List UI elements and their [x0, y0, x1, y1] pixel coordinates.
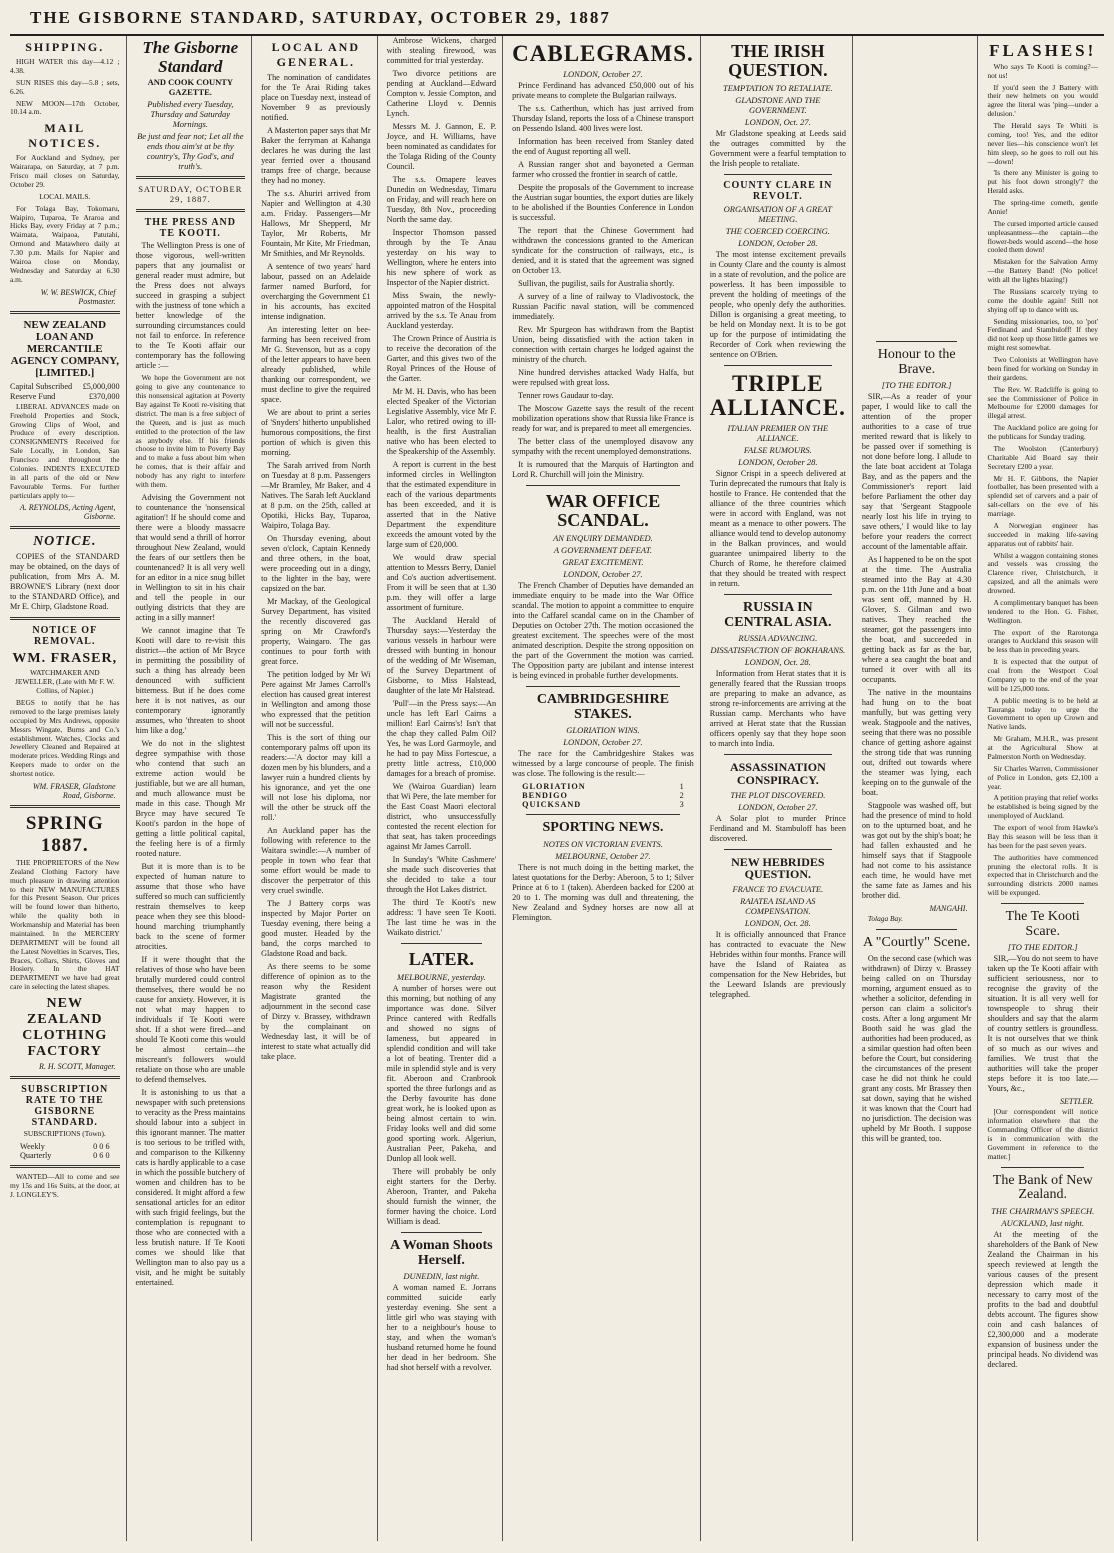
honour-place: Tolaga Bay. — [867, 914, 903, 924]
sporting-subhead: NOTES ON VICTORIAN EVENTS. — [543, 838, 663, 849]
flash-item: The cursed imported article caused unpleasantness—the captain—the flower-beds would ascend—the hose cooled them down! — [987, 218, 1098, 255]
war-office-subhead: GREAT EXCITEMENT. — [562, 556, 644, 567]
divider — [724, 754, 832, 755]
divider — [526, 485, 680, 486]
masthead-title: THE GISBORNE STANDARD, SATURDAY, OCTOBER 29, 1887 — [30, 8, 611, 27]
race-result-row — [512, 800, 694, 809]
divider — [1001, 903, 1084, 904]
irish-subhead: GLADSTONE AND THE GOVERNMENT. — [735, 94, 821, 115]
nzlm-heading: NEW ZEALAND LOAN AND MERCANTILE AGENCY COMPANY, [LIMITED.] — [10, 318, 119, 379]
russia-heading: RUSSIA IN CENTRAL ASIA. — [724, 600, 832, 630]
sporting-heading: SPORTING NEWS. — [542, 820, 664, 836]
russia-subhead: DISSATISFACTION OF BOKHARANS. — [710, 645, 846, 656]
editorial-heading: THE PRESS AND TE KOOTI. — [144, 217, 236, 240]
flash-item: Two Colonists at Wellington have been fined for working on Sunday in their gardens. — [987, 355, 1098, 382]
news-item: Inspector Thomson passed through by the Te Anau yesterday on his way to Wellington, where he enters into his new sphere of work as Inspector of the Napier district. — [386, 228, 497, 287]
nzlm-row-value: £370,000 — [88, 392, 120, 402]
flash-item: The authorities have commenced pruning the electoral rolls. It is expected that in Christchurch and the surrounding districts 2000 names will be expunged. — [987, 852, 1098, 898]
news-item: Ambrose Wickens, charged with stealing firewood, was committed for trial yesterday. — [386, 36, 497, 65]
flash-item: Whilst a waggon containing stones and vessels was crossing the Clarence river, Christchurch, it capsized, and all the animals were drowned. — [987, 550, 1098, 596]
irish-subhead: TEMPTATION TO RETALIATE. — [723, 82, 833, 93]
divider — [724, 365, 832, 366]
spring-heading: SPRING 1887. — [25, 812, 104, 856]
divider — [10, 526, 120, 529]
masthead — [10, 8, 1104, 36]
honour-signature: MANGAHI. — [929, 904, 968, 914]
flash-item: 'Is there any Minister is going to put his foot down strongly'? the Herald asks. — [987, 168, 1098, 196]
honour-subhead: [TO THE EDITOR.] — [881, 380, 952, 391]
editorial-paragraph: We do not in the slightest degree sympathise with those who contend that such an extreme action would be justifiable, but we are all human, and much allowance must be made in this case. Though Mr Bryce may have secured Te Kooti's pardon in the hope of getting a little political capital, the feeling here is of a firmly rooted nature. — [135, 738, 246, 858]
war-office-dateline: LONDON, October 27. — [563, 568, 643, 579]
cable-item: Despite the proposals of the Government to increase the Austrian sugar bounties, the export duties are likely to be abolished if the Bounties Conference in London is successful. — [512, 183, 694, 223]
hebrides-dateline: LONDON, Oct. 28. — [744, 917, 811, 928]
news-item: We are about to print a series of 'Snyders' hitherto unpublished humorous compositions, the first portion of which is given this morning. — [261, 408, 371, 457]
fraser-trade: WATCHMAKER AND JEWELLER, (Late with Mr F. W. Collins, of Napier.) — [14, 668, 115, 696]
triple-dateline: LONDON, October 28. — [738, 457, 818, 468]
subscription-subheading: SUBSCRIPTIONS (Town). — [23, 1129, 106, 1139]
flash-item: Who says Te Kooti is coming?—not us! — [987, 61, 1098, 80]
news-item: The Crown Prince of Austria is to receive the decoration of the Garter, and this gives two of the Royal Princes of the House of the Garter. — [386, 334, 497, 383]
cable-item: Prince Ferdinand has advanced £50,000 out of his private means to complete the Bulgarian railways. — [512, 81, 694, 101]
divider — [401, 943, 483, 944]
flash-item: The spring-time cometh, gentle Annie! — [987, 198, 1098, 216]
nzlm-row-label: Reserve Fund — [10, 392, 56, 402]
woman-shoots-heading: A Woman Shoots Herself. — [390, 1237, 493, 1268]
russia-text: Information from Herat states that it is generally feared that the Russian troops are preparing to make an advance, as strong re-inforcements are arriving at the Russian camp. Merchants who have arrived at Herat state that the Russian officers openly say that they hope soon to march into India. — [709, 669, 846, 749]
cable-item: The Moscow Gazette says the result of the recent mobilization operations show that Russia like France is ready for war, and is prepared to meet all emergencies. — [512, 404, 694, 434]
editorial-paragraph: It is astonishing to us that a newspaper with such pretensions to veracity as the Press maintains should labour into a subject in this ignorant manner. The matter is too serious to be trifled with, and comparison to the Kilkenny cats is hardly applicable to a case in which the possible butchery of women and children has to be considered. It might afford a few sensational articles for an editor with such frigid feelings, but the contemplation is repugnant to those who are connected with a less brutish nature. If Te Kooti comes we should like that Wellington man to also pay us a visit, and he might be suitably entertained. — [135, 1087, 246, 1287]
cable-item: A Russian ranger shot and bayoneted a German farmer who crossed the frontier in search of cattle. — [512, 160, 694, 180]
paper-subtitle: AND COOK COUNTY GAZETTE. — [147, 77, 234, 98]
fraser-text: BEGS to notify that he has removed to the large premises lately occupied by Mrs Andrews, opposite Messrs Wingate, Burns and Co.'s establishment. Watches, Clocks and Jewellery Cleaned and Repaired at moderate prices. Wedding Rings and Keepers made to order on the shortest notice. — [10, 698, 120, 779]
horse-name: BENDIGO — [522, 791, 568, 801]
news-item: An Auckland paper has the following with reference to the Waitara swindle:—A number of people in town who fear that some effort would be made to discover the perpetrator of this very cruel swindle. — [261, 826, 371, 895]
news-item: The nomination of candidates for the Te Arai Riding takes place on Tuesday next, instead of November 9 as previously notified. — [261, 73, 371, 122]
news-item: The s.s. Ahuriri arrived from Napier and Wellington at 4.30 a.m. Friday. Passengers—Mr Hallows, Mr Shepperd, Mr Taylor, Mr Roberts, Mr Fountain, Mr Kite, Mr Friedman, Mr Smithies, and Mr Reynolds. — [261, 189, 371, 258]
cable-item: The better class of the unemployed disavow any sympathy with the recent unemployed demonstrations. — [512, 437, 694, 457]
divider — [1001, 1167, 1084, 1168]
paper-info: Published every Tuesday, Thursday and Saturday Mornings. — [147, 99, 234, 130]
news-item: Miss Swain, the newly-appointed matron of the Hospital arrived by the s.s. Te Anau from Auckland yesterday. — [386, 291, 497, 330]
placing: 1 — [679, 782, 684, 792]
editorial-paragraph: If it were thought that the relatives of those who have been brutally murdered could control themselves, there would be no cause for anxiety. However, it is not what may happen to individuals if Te Kooti were shot. If a shot were fired—and should Te Kooti come this would be almost certain—the miscreant's followers would retaliate on those who are unable to defend themselves. — [135, 954, 246, 1084]
russia-dateline: LONDON, Oct. 28. — [744, 657, 811, 668]
cablegrams-dateline: LONDON, October 27. — [563, 69, 643, 80]
fraser-name: WM. FRASER, — [12, 651, 118, 667]
tide-line: HIGH WATER this day—4.12 ; 4.38. — [10, 57, 120, 75]
paper-title: The Gisborne Standard — [142, 38, 239, 76]
divider — [10, 311, 120, 314]
flash-item: It is expected that the output of coal from the Westport Coal Company up to the end of the year will be 125,000 tons. — [987, 657, 1098, 693]
race-result-row — [512, 791, 694, 800]
bank-text: At the meeting of the shareholders of the Bank of New Zealand the Chairman in his speech reviewed at length the various causes of the present depression which made it necessary to carry most of the profits to the bad and doubtful debts account. The figures show coin and cash balances of £2,300,000 and a moderate expansion of business under the principal heads. No dividend was declared. — [987, 1230, 1098, 1370]
flash-item: The Russians scarcely trying to come the double again! Still not shying off up to dance with us. — [987, 286, 1098, 314]
race-result-row — [512, 782, 694, 791]
notice-heading: NOTICE. — [33, 534, 97, 550]
war-office-subhead: AN ENQUIRY DEMANDED. — [553, 532, 653, 543]
divider — [10, 1076, 120, 1079]
subscription-value: 0 6 0 — [93, 1150, 110, 1160]
cable-item: Tenner rows Gaudaur to-day. — [518, 391, 614, 401]
flash-item: A complimentary banquet has been tendered to the Hon. G. Fisher, Wellington. — [987, 597, 1098, 625]
clare-text: The most intense excitement prevails in County Clare and the county is almost in a state of revolution, and the police are powerless. It has been impossible to prevent the holding of meetings of the people, who openly defy the authorities. Dillon is organising a great meeting, to be held on Monday next. It is to be got up for the purpose of intimidating the Recorder of Cork when reviewing the sentence on O'Brien. — [709, 249, 846, 359]
hebrides-subhead: FRANCE TO EVACUATE. — [732, 883, 824, 894]
editorial-paragraph: We hope the Government are not going to give any countenance to this nonsensical agitation at Poverty Bay against Te Kooti re-visiting that district. The man is a free subject of the Queen, and is just as much entitled to the protection of the law as anybody else. If his friends choose to invite him to Poverty Bay and to make a fuss about him when he comes, that is their affair and nobody has any right to interfere with them. — [135, 373, 246, 489]
notice-text: COPIES of the STANDARD may be obtained, on the days of publication, from Mrs A. M. BROWNE'S Library (next door to the STANDARD Office), and Mr E. Chirp, Gladstone Road. — [10, 552, 120, 612]
te-kooti-scare-subhead: [TO THE EDITOR.] — [1007, 942, 1078, 953]
bank-subhead: THE CHAIRMAN'S SPEECH. — [991, 1206, 1095, 1217]
later-text: A number of horses were out this morning, but nothing of any importance was done. Silver Prince cantered with Redfalls and showed no signs of lameness, but appeared in splendid condition and will take a lot of beating. Trenter did a mile in splendid style and is very fit. Aberoon and Cranbrook sported the three furlongs and as the Derby favourite has done great work, he is looked upon as being almost certain to win. Friday looks well and did some good sporting work. Algeriun, Australian Peer, Pakeha, and Dunlop all look well. — [386, 983, 497, 1163]
triple-alliance-heading: TRIPLE ALLIANCE. — [709, 370, 846, 420]
horse-name: QUICKSAND — [522, 800, 582, 810]
news-item: The s.s. Omapere leaves Dunedin on Wednesday, Timaru on Friday, and will reach here on Tuesday, 8th Nov., proceeding North the same day. — [386, 175, 497, 224]
mail-list: For Tolaga Bay, Tokomaru, Waipiro, Tuparoa, Te Araroa and Hicks Bay, every Friday at 7 p.m.; Waimata, Waipaoa, Patutahi, Ormond and Matawhero daily at 7.30 p.m. Mails for Napier and Wairoa close on Monday, Wednesday and Saturday at 6.30 a.m. — [10, 203, 120, 284]
news-item: A sentence of two years' hard labour, passed on an Adelaide farmer named Burford, for overcharging the Government £1 in his accounts, has excited intense indignation. — [261, 262, 371, 321]
flashes-heading: FLASHES! — [989, 41, 1097, 60]
woman-shoots-dateline: DUNEDIN, last night. — [403, 1271, 480, 1282]
news-item: Mr M. H. Davis, who has been elected Speaker of the Victorian Legislative Assembly, vice Mr F. Lalor, who retired owing to ill-health, is the first Australian native who has been elected to the Speakership of the Assembly. — [386, 387, 497, 456]
cambridgeshire-subhead: GLORIATION WINS. — [566, 725, 640, 736]
news-item: The J Battery corps was inspected by Major Porter on Tuesday evening, there being a good muster. Headed by the band, the corps marched to Gladstone Road and back. — [261, 899, 371, 958]
news-item: Two divorce petitions are pending at Auckland—Edward Compton v. Jessie Compton, and Catherine Lloyd v. Dennis Lynch. — [386, 69, 497, 118]
subscription-label: Weekly — [20, 1141, 45, 1151]
flash-item: Mr H. F. Gibbons, the Napier footballer, has been presented with a splendid set of carvers and a pair of salt-cellars on the eve of his marriage. — [987, 473, 1098, 519]
mail-heading: MAIL NOTICES. — [28, 121, 102, 151]
divider — [10, 805, 120, 808]
cable-item: Sullivan, the pugilist, sails for Australia shortly. — [518, 279, 675, 289]
flash-item: The Woolston (Canterbury) Charitable Aid Board say their Secretary £200 a year. — [987, 443, 1098, 471]
cambridgeshire-dateline: LONDON, October 27. — [563, 737, 643, 748]
nzlm-row-label: Capital Subscribed — [10, 381, 73, 391]
honour-paragraph: SIR,—As a reader of your paper, I would like to call the attention of the proper authorities to a case of true merited reward that is likely to be passed over if something is not done before long. I allude to the late boat accident at Tolaga Bay, and as the papers and the Commissioner's report laid before Parliament the other day say that 'Sergeant Stagpoole nearly lost his life in trying to save others,' I would like to lay before your readers the correct account of the lamentable affair. — [861, 392, 972, 552]
russia-subhead: RUSSIA ADVANCING. — [738, 633, 818, 644]
assassination-subhead: THE PLOT DISCOVERED. — [730, 789, 826, 800]
mail-text: For Auckland and Sydney, per Wairarapa, on Saturday, at 7 p.m. Frisco mail closes on Saturday, October 29. — [10, 153, 120, 189]
te-kooti-scare-note: [Our correspondent will notice information elsewhere that the Commanding Officer of the district is in communication with the Government in reference to the matter.] — [987, 1107, 1098, 1161]
flash-item: Mistaken for the Salvation Army—the Battery Band! (No police! with all the lights blazing!) — [987, 257, 1098, 285]
cable-item: Rev. Mr Spurgeon has withdrawn from the Baptist Union, being dissatisfied with the action taken in connection with certain charges he lodged against the ministry of the church. — [512, 325, 694, 365]
divider — [136, 209, 246, 212]
subscription-row — [10, 1151, 120, 1160]
cable-item: Information has been received from Stanley dated the end of August reporting all well. — [512, 137, 694, 157]
local-general-heading: LOCAL AND GENERAL. — [271, 40, 361, 69]
removal-heading: NOTICE OF REMOVAL. — [32, 625, 98, 648]
placing: 3 — [679, 800, 684, 810]
bank-heading: The Bank of New Zealand. — [992, 1172, 1093, 1203]
news-item: A report is current in the best informed circles in Wellington that the estimated expenditure in each of the various departments has been exceeded, and it is asserted that in the Native Department the expenditure exceeds the amount voted by the large sum of £20,000. — [386, 460, 497, 549]
editorial-paragraph: Advising the Government not to countenance the 'nonsensical agitation'! If he should come and there were a bloody massacre that would send a thrill of horror throughout New Zealand, would the fears of our settlers then be countenanced? It is all very well for an editor in a nice snug billet in Wellington to sit in his chair and tell the people in our outlying districts that they are acting in a silly manner! — [135, 492, 246, 622]
triple-subhead: FALSE RUMOURS. — [743, 445, 812, 456]
column-1 — [10, 36, 127, 1541]
news-item: The Sarah arrived from North on Tuesday at 8 p.m. Passengers—Mr Bramley, Mr Baker, and 4 Natives. The Sarah left Auckland at 8 p.m. on the 25th, called at Opotiki, Hicks Bay, Tuparoa, Waipiro, Tolaga Bay. — [261, 461, 371, 530]
news-item: Mr Mackay, of the Geological Survey Department, has visited the recently discovered gas spring on Mr Crawford's property, Waingaro. The gas continues to pour forth with great force. — [261, 597, 371, 666]
te-kooti-scare-text: SIR,—You do not seem to have taken up the Te Kooti affair with sufficient seriousness, nor to recognise the gravity of the situation. It is all very well for townspeople to shrug their shoulders and say that the alarm of country settlers is groundless. It is not ourselves that we think of so much as our wives and families. We trust that the authorities will take the proper steps before it is too late.—Yours, &c., — [987, 954, 1098, 1094]
news-item: We would draw special attention to Messrs Berry, Daniel and Co's auction advertisement. From it will be seen that at 1.30 p.m. they will offer a large assortment of furniture. — [386, 553, 497, 612]
nzlm-text: LIBERAL ADVANCES made on Freehold Properties and Stock, Growing Clips of Wool, and Produce of every description. CONSIGNMENTS Received for Sale Locally, in London, San Francisco and throughout the Colonies. INDENTS EXECUTED in all parts of the old or New Favourable Terms. For further particulars apply to— — [10, 401, 120, 500]
war-office-subhead: A GOVERNMENT DEFEAT. — [553, 544, 653, 555]
divider — [724, 849, 832, 850]
spring-text: THE PROPRIETORS of the New Zealand Clothing Factory have much pleasure in drawing attention to their NEW MANUFACTURES for this Present Season. Our prices will be found lower than hitherto, while the quality both in Workmanship and Material has been maintained. In the MERCERY DEPARTMENT will be found all the Latest Novelties in Scarves, Ties, Braces, Collars, Shirts, Gloves and Hosiery. In the HAT DEPARTMENT we have had great care in selecting the latest shapes. — [10, 857, 120, 992]
war-office-heading: WAR OFFICE SCANDAL. — [545, 491, 661, 531]
cable-item: It is rumoured that the Marquis of Hartington and Lord R. Churchill will join the Ministry. — [512, 460, 694, 480]
editorial-paragraph: The Wellington Press is one of those vigorous, well-written papers that any journalist or general reader must admire, but the Press does not always succeed in grasping a subject with the justness of tone which a better knowledge of the surrounding circumstances could not fail to enforce. In reference to the Te Kooti affair our contemporary has the following article :— — [135, 241, 246, 371]
honour-heading: Honour to the Brave. — [877, 347, 956, 377]
news-item: A Masterton paper says that Mr Baker the ferryman at Kahanga declares he was during the last year ferried over a thousand tramps free of charge, because they had no money. — [261, 126, 371, 185]
flash-item: The Auckland police are going for the publicans for Sunday trading. — [987, 423, 1098, 442]
flash-item: The export of the Rarotonga oranges to Auckland this season will be less than in preceding years. — [987, 627, 1098, 655]
new-hebrides-heading: NEW HEBRIDES QUESTION. — [731, 854, 825, 882]
flash-item: A Norwegian engineer has succeeded in making life-saving apparatus out of rabbits' hair. — [987, 520, 1098, 548]
news-item: We (Wairoa Guardian) learn that Wi Pere, the late member for the East Coast Maori electoral district, who unsuccessfully contested the recent election for that seat, has taken proceedings against Mr James Carroll. — [386, 782, 497, 851]
issue-date: SATURDAY, OCTOBER 29, 1887. — [138, 184, 243, 205]
divider — [876, 341, 958, 342]
column-8 — [987, 36, 1104, 1541]
nzcf-heading: NEW ZEALAND CLOTHING FACTORY — [22, 996, 108, 1060]
bank-dateline: AUCKLAND, last night. — [1001, 1218, 1085, 1229]
news-item: An interesting letter on bee-farming has been received from Mr G. Stevenson, but as a copy of the letter appears to have been already published, while thanking our correspondent, we must decline to give the required space. — [261, 325, 371, 404]
column-4 — [387, 36, 504, 1541]
cable-item: The s.s. Catherthun, which has just arrived from Thursday Island, reports the loss of a Chinese transport on Pessendo Island. 400 lives were lost. — [512, 104, 694, 134]
woman-shoots-text: A woman named E. Jorrans committed suicide early yesterday evening. She sent a little girl who was staying with her to a neighbour's house to stay, and when the woman's husband returned home he found her dead in her bedroom. She had shot herself with a revolver. — [386, 1283, 497, 1373]
flash-item: Sending missionaries, too, to 'pot' Ferdinand and Stambuloff! If they did not keep up those little games we might rest somewhat. — [987, 316, 1098, 353]
sporting-dateline: MELBOURNE, October 27. — [555, 850, 651, 861]
mail-signature: W. W. BESWICK, Chief Postmaster. — [40, 287, 116, 306]
nzlm-row-value: £5,000,000 — [82, 381, 120, 391]
tide-line: NEW MOON—17th October, 10.14 a.m. — [10, 98, 120, 117]
courtly-scene-heading: A "Courtly" Scene. — [862, 935, 971, 951]
divider — [724, 594, 832, 595]
later-text: There will probably be only eight starters for the Derby. Aberoon, Tranter, and Pakeha should furnish the winner, the former having the choice. Lord William is dead. — [386, 1166, 497, 1226]
columns — [10, 36, 1104, 1541]
irish-text: Mr Gladstone speaking at Leeds said the outrages committed by the Government were a fearful temptation to the Irish people to retaliate. — [709, 128, 846, 168]
tide-line: SUN RISES this day—5.8 ; sets, 6.26. — [10, 77, 120, 96]
fraser-signature: WM. FRASER, Gladstone Road, Gisborne. — [32, 781, 116, 800]
shipping-heading: SHIPPING. — [25, 40, 105, 54]
courtly-scene-text: On the second case (which was withdrawn) of Dirzy v. Brassey being called on on Thursday morning, argument ensued as to whether a solicitor, defending in person can claim a solicitor's costs. After a long argument Mr Booth said he was glad the authorities had been produced, as a similar question had often been before the Court, but considering the circumstances of the present case he did not think he could grant any costs. Mr Brassey then sat down, saying that he wished it was known that the Court had no jurisdiction. The decision was upheld by Mr Booth. I suppose this will be granted, too. — [861, 953, 972, 1143]
flash-item: A public meeting is to be held at Tauranga today to urge the Government to open up Crown and Native lands. — [987, 695, 1098, 732]
flash-item: The Rev. W. Radcliffe is going to see the Commissioner of Police in Melbourne for £2000 damages for illegal arrest. — [987, 384, 1098, 421]
triple-text: Signor Crispi in a speech delivered at Turin deprecated the rumours that Italy is hostile to France. He contended that the alliance of the three countries which were in accord with England, was not meant as a menace to other powers. The alliance would tend to develop autonomy in the Balkan provinces, and would guarantee unimpaired liberty to the Church of Rome, he therefore claimed that they should be treated with respect in return. — [709, 469, 846, 589]
cable-item: The report that the Chinese Government had withdrawn the concessions granted to the American syndicate for the construction of railways, etc., is denied, and it is stated that the agreement was signed on October 13. — [512, 226, 694, 276]
later-heading: LATER. — [408, 949, 474, 969]
divider — [136, 176, 246, 179]
flash-item: Mr Graham, M.H.R., was present at the Agricultural Show at Palmerston North on Wednesday. — [987, 734, 1098, 761]
nzlm-signature: A. REYNOLDS, Acting Agent, Gisborne. — [19, 503, 116, 522]
irish-question-heading: THE IRISH QUESTION. — [728, 41, 828, 80]
cable-item: Nine hundred dervishes attacked Wady Halfa, but were repulsed with great loss. — [512, 368, 694, 388]
assassination-dateline: LONDON, October 27. — [738, 801, 818, 812]
clare-heading: COUNTY CLARE IN REVOLT. — [723, 179, 833, 202]
column-5 — [512, 36, 701, 1541]
divider — [401, 1232, 483, 1233]
hebrides-subhead: RAIATEA ISLAND AS COMPENSATION. — [740, 895, 816, 916]
divider — [724, 174, 832, 175]
hebrides-text: It is officially announced that France has contracted to evacuate the New Hebrides within four months. France will have the Island of Raiatea as compensation for the New Hebrides, but the Leeward Islands are previously telegraphed. — [709, 929, 846, 999]
assassination-heading: ASSASSINATION CONSPIRACY. — [729, 760, 826, 788]
news-item: The third Te Kooti's new address: 'I have seen Te Kooti. The last time he was in the Waikato district.' — [386, 898, 497, 937]
subscription-label: Quarterly — [20, 1150, 52, 1160]
wanted-ad: WANTED—All to come and see my 15s and 16s Suits, at the door, at J. LONGLEY'S. — [10, 1171, 120, 1199]
divider — [876, 929, 958, 930]
divider — [10, 1165, 120, 1168]
news-item: The Auckland Herald of Thursday says:—Yesterday the various vessels in harbour were dressed with bunting in honour of the wedding of Mr Wiseman, of the Survey Department of Gisborne, to Miss Halstead, daughter of the late Mr Halstead. — [386, 616, 497, 695]
irish-dateline: LONDON, Oct. 27. — [744, 116, 811, 127]
nzlm-row — [10, 382, 120, 393]
divider — [526, 814, 680, 815]
column-7 — [862, 36, 979, 1541]
paper-motto: Be just and fear not; Let all the ends thou aim'st at be thy country's, Thy God's, and truth's. — [137, 131, 244, 172]
news-item: As there seems to be some difference of opinion as to the reason why the Resident Magistrate granted the adjournment in the second case of Dirzy v. Brassey, withdrawn by the complainant on Wednesday last, it will be of interest to state what actually did take place. — [261, 962, 371, 1061]
editorial-paragraph: But it is more than is to be expected of human nature to assume that those who have suffered so much can sufficiently restrain themselves to keep peace when they see this blood-hound marching triumphantly back to the scene of former atrocities. — [135, 861, 246, 951]
nzcf-signature: R. H. SCOTT, Manager. — [39, 1062, 116, 1072]
honour-paragraph: As I happened to be on the spot at the time. The Australia steamed into the Bay at 4.30 p.m. on the 11th June and a boat was sent off, manned by H. Glover, S. Gilman and two natives. They reached the steamer, got the passengers into the boat, and succeeded in getting back as far as the bar, where a sea caught the boat and turned it over with all its occupants. — [861, 555, 972, 685]
te-kooti-scare-signature: SETTLER. — [1059, 1097, 1094, 1107]
column-6 — [710, 36, 853, 1541]
column-3 — [261, 36, 378, 1541]
assassination-text: A Solar plot to murder Prince Ferdinand and M. Stambuloff has been discovered. — [709, 813, 846, 843]
subscription-heading: SUBSCRIPTION RATE TO THE GISBORNE STANDARD. — [21, 1084, 109, 1129]
news-item: Messrs M. J. Gannon, E. P. Joyce, and H. Williams, have been nominated as candidates for the Tolaga Riding of the County Council. — [386, 122, 497, 171]
honour-paragraph: The native in the mountains had hung on to the boat manfully, but was getting very weak. Stagpoole and the natives, seeing that there was no possible chance of getting ashore against the strong tide that was running out, drifted out towards where the steamer was lying, each keeping on to the gunwale of the boat. — [861, 688, 972, 798]
divider — [526, 686, 680, 687]
editorial-paragraph: We cannot imagine that Te Kooti will dare to re-visit this district—the action of Mr Bryce in permitting the possibility of such a thing has already been denounced with sufficient bitterness. But if he does come here it is not natives, as our contemporary ignorantly assumes, who 'threaten to shoot him like a dog.' — [135, 625, 246, 735]
flash-item: If you'd seen the J Battery with their new helmets on you would agree the literal was 'ping—under a delusion.' — [987, 82, 1098, 119]
clare-subhead: THE COERCED COERCING. — [725, 225, 830, 236]
clare-subhead: ORGANISATION OF A GREAT MEETING. — [723, 203, 833, 224]
flash-item: Sir Charles Warren, Commissioner of Police in London, gets £2,100 a year. — [987, 763, 1098, 791]
horse-name: GLORIATION — [522, 782, 586, 792]
triple-subhead: ITALIAN PREMIER ON THE ALLIANCE. — [727, 423, 829, 444]
news-item: In Sunday's 'White Cashmere' she made such discoveries that she decided to take a tour through the Hot Lakes district. — [386, 855, 497, 894]
subscription-value: 0 0 6 — [93, 1141, 110, 1151]
clare-dateline: LONDON, October 28. — [738, 237, 818, 248]
cambridgeshire-heading: CAMBRIDGESHIRE STAKES. — [536, 691, 670, 722]
war-office-text: The French Chamber of Deputies have demanded an immediate enquiry to be made into the War Office scandal. The motion to appoint a committee to enquire into the Caffarel scandal came on in the Chamber of Deputies on October 27th. The motion occasioned the greatest excitement. The speeches were of the most animated description. Despite the strong opposition on the part of the Government the motion was carried. The Opposition party are jubilant and intense interest is being evinced in probable further developments. — [512, 580, 694, 680]
later-dateline: MELBOURNE, yesterday. — [397, 971, 486, 982]
news-item: This is the sort of thing our contemporary palms off upon its readers:—'A doctor may kill a dozen men by his blunders, and a lawyer ruin a hundred clients by his ignorance, and yet the one will not lose his diploma, nor will the other be struck off the roll.' — [261, 733, 371, 822]
cablegrams-heading: CABLEGRAMS. — [512, 41, 694, 66]
subscription-row — [10, 1142, 120, 1151]
news-item: 'Pull'—in the Press says:—An uncle has left Earl Cairns a million! Earl Cairns's! Isn't that the chap they called Palm Oil? Yes, he was Lord Garmoyle, and he had to pay Miss Fortescue, a pretty little actress, £10,000 damages for a breach of promise. — [386, 699, 497, 778]
column-2 — [136, 36, 253, 1541]
sporting-text: There is not much doing in the betting market, the latest quotations for the Derby: Aberoon, 5 to 1; Silver Prince at 6 to 1 (taken). Aberdeen backed for £200 at 20 to 1. The morning was dull and threatening, the New Zealand and Sydney horses are now all at Flemington. — [512, 862, 694, 922]
cambridgeshire-text: The race for the Cambridgeshire Stakes was witnessed by a large concourse of people. The finish was close. The following is the result:— — [512, 749, 694, 779]
flash-item: The Herald says Te Whiti is coming, too! Yes, and the editor never lies—his conscience won't let him sleep, so he goes to roll out his—down! — [987, 121, 1098, 166]
cable-item: A survey of a line of railway to Vladivostock, the Russian Pacific naval station, will be commenced immediately. — [512, 292, 694, 322]
news-item: On Thursday evening, about seven o'clock, Captain Kennedy and three others, in the boat, were proceeding out in a dingy, to the lighter in the bay, were capsized on the bar. — [261, 534, 371, 593]
te-kooti-scare-heading: The Te Kooti Scare. — [1005, 909, 1080, 939]
placing: 2 — [679, 791, 684, 801]
mail-subheading: LOCAL MAILS. — [39, 191, 91, 201]
flash-item: The export of wool from Hawke's Bay this season will be less than it has been for the past seven years. — [987, 823, 1098, 850]
divider — [10, 617, 120, 620]
flash-item: A petition praying that relief works be established is being signed by the unemployed of Auckland. — [987, 793, 1098, 821]
news-item: The petition lodged by Mr Wi Pere against Mr James Carroll's election has caused great interest in Wellington and among those who expressed that the petition will not be successful. — [261, 670, 371, 729]
honour-paragraph: Stagpoole was washed off, but had the presence of mind to hold on to the upturned boat, and he was got out by the ship's boat; he had fallen exhausted and he himself says that if Stagpoole had not come to his assistance each time, he would have met the same fate as James and his brother did. — [861, 801, 972, 901]
column-7-spacer — [862, 36, 972, 336]
